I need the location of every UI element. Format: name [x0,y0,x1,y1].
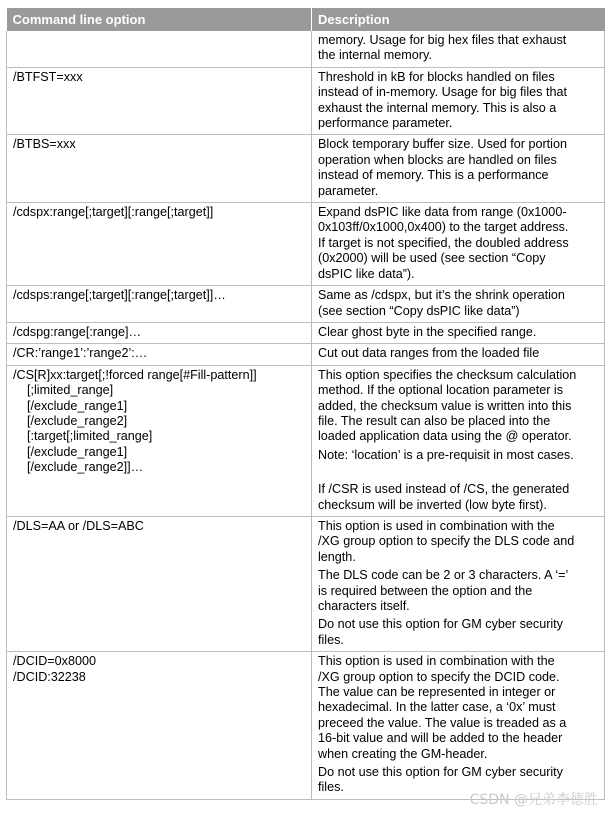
description-text: This option is used in combination with the [318,518,555,533]
description-text: 0x103ff/0x1000,0x400) to the target address. [318,220,569,235]
description-text: Do not use this option for GM cyber security [318,617,563,632]
description-text: This option is used in combination with the [318,654,555,669]
option-cell [7,67,312,135]
option-cell [7,203,312,286]
description-paragraph [318,33,600,64]
option-text: /cdspx:range[;target][:range[;target]] [13,205,214,220]
table-row [7,67,605,135]
table-header-row [7,8,605,31]
description-cell [312,203,605,286]
option-text-continued: [/exclude_range2] [27,413,128,428]
description-text: /XG group option to specify the DCID code. [318,669,560,684]
description-text: file. The result can also be placed into the [318,413,551,428]
option-text: /DLS=AA or /DLS=ABC [13,518,144,533]
description-paragraph [318,466,600,479]
description-paragraph [318,70,600,132]
description-paragraph [318,346,600,361]
option-cell [7,652,312,800]
option-text: /CS[R]xx:target[;!forced range[#Fill-pattern]] [13,367,257,382]
description-cell [312,344,605,365]
description-cell [312,67,605,135]
description-text: when creating the GM-header. [318,746,488,761]
option-text-continued: [:target[;limited_range] [27,429,153,444]
description-text: Threshold in kB for blocks handled on files [318,69,555,84]
table-row [7,286,605,323]
description-text: instead of in-memory. Usage for big files that [318,85,567,100]
description-cell [312,286,605,323]
header-option: Command line option [7,8,312,31]
description-text: method. If the optional location parameter is [318,383,564,398]
description-text: is required between the option and the [318,583,533,598]
description-text: Same as /cdspx, but it’s the shrink operation [318,288,565,303]
description-text: instead of memory. This is a performance [318,168,549,183]
option-cell [7,322,312,343]
table-row [7,135,605,203]
description-text: Note: ‘location’ is a pre-requisit in most cases. [318,447,574,462]
command-line-options-table [6,8,605,800]
description-text: Expand dsPIC like data from range (0x1000- [318,205,567,220]
description-cell [312,516,605,651]
option-cell [7,365,312,516]
description-text: (0x2000) will be used (see section “Copy [318,251,546,266]
description-text: The value can be represented in integer or [318,685,556,700]
description-text: characters itself. [318,599,410,613]
option-text: /cdspg:range[:range]… [13,324,142,339]
description-paragraph [318,137,600,199]
option-text: /DCID=0x8000 [13,654,96,669]
description-paragraph [318,448,600,463]
description-text: files. [318,780,344,795]
option-cell [7,31,312,67]
table-row [7,31,605,67]
option-text-continued: [/exclude_range1] [27,444,128,459]
table-body [7,31,605,799]
watermark: CSDN @兄弟李德胜 [469,792,598,808]
description-text: (see section “Copy dsPIC like data”) [318,303,520,318]
description-text: memory. Usage for big hex files that exhaust [318,33,567,47]
description-text: files. [318,632,344,647]
description-text: preceed the value. The value is treaded as a [318,715,567,730]
description-text [318,466,600,479]
table-row [7,203,605,286]
option-cell [7,344,312,365]
description-text: length. [318,549,356,564]
description-text: Cut out data ranges from the loaded file [318,346,540,361]
option-text-continued: [/exclude_range2]]… [27,460,144,475]
description-text: hexadecimal. In the latter case, a ‘0x’ must [318,700,556,715]
description-cell [312,135,605,203]
table-row [7,344,605,365]
option-cell [7,516,312,651]
option-text: /BTFST=xxx [13,69,83,84]
option-text: /DCID:32238 [13,669,86,684]
option-cell [7,286,312,323]
description-paragraph [318,288,600,319]
description-text: Block temporary buffer size. Used for portion [318,137,567,152]
description-text: operation when blocks are handled on files [318,152,557,167]
table-row [7,652,605,800]
table-row [7,365,605,516]
option-text: /CR:’range1’:’range2’:… [13,346,148,361]
description-text: If /CSR is used instead of /CS, the generated [318,482,570,497]
description-text: added, the checksum value is written into this [318,398,572,413]
description-text: 16-bit value and will be added to the header [318,731,563,746]
description-text: checksum will be inverted (low byte first). [318,497,547,512]
table-row [7,516,605,651]
description-text: Clear ghost byte in the specified range. [318,324,537,339]
option-text: /cdsps:range[;target][:range[;target]]… [13,288,226,303]
description-paragraph [318,368,600,445]
description-cell [312,31,605,67]
option-text-continued: [;limited_range] [27,383,114,398]
description-text: /XG group option to specify the DLS code and [318,534,575,549]
table-row [7,322,605,343]
description-text: Do not use this option for GM cyber security [318,765,563,780]
description-paragraph [318,482,600,513]
description-text: the internal memory. [318,48,432,63]
description-text: dsPIC like data”). [318,266,415,281]
description-paragraph [318,654,600,762]
description-paragraph [318,205,600,282]
option-text: /BTBS=xxx [13,137,76,152]
description-cell [312,652,605,800]
description-paragraph [318,519,600,565]
description-paragraph [318,325,600,340]
option-cell [7,135,312,203]
description-text: This option specifies the checksum calculation [318,367,577,382]
description-paragraph [318,617,600,648]
description-text: parameter. [318,183,379,198]
description-text: performance parameter. [318,116,453,131]
description-text: exhaust the internal memory. This is also a [318,100,557,115]
description-paragraph [318,568,600,614]
description-text: If target is not specified, the doubled address [318,235,569,250]
description-text: The DLS code can be 2 or 3 characters. A ‘=’ [318,568,569,583]
option-text-continued: [/exclude_range1] [27,398,128,413]
header-description: Description [312,8,605,31]
description-text: loaded application data using the @ operator. [318,429,572,444]
description-cell [312,322,605,343]
description-cell [312,365,605,516]
